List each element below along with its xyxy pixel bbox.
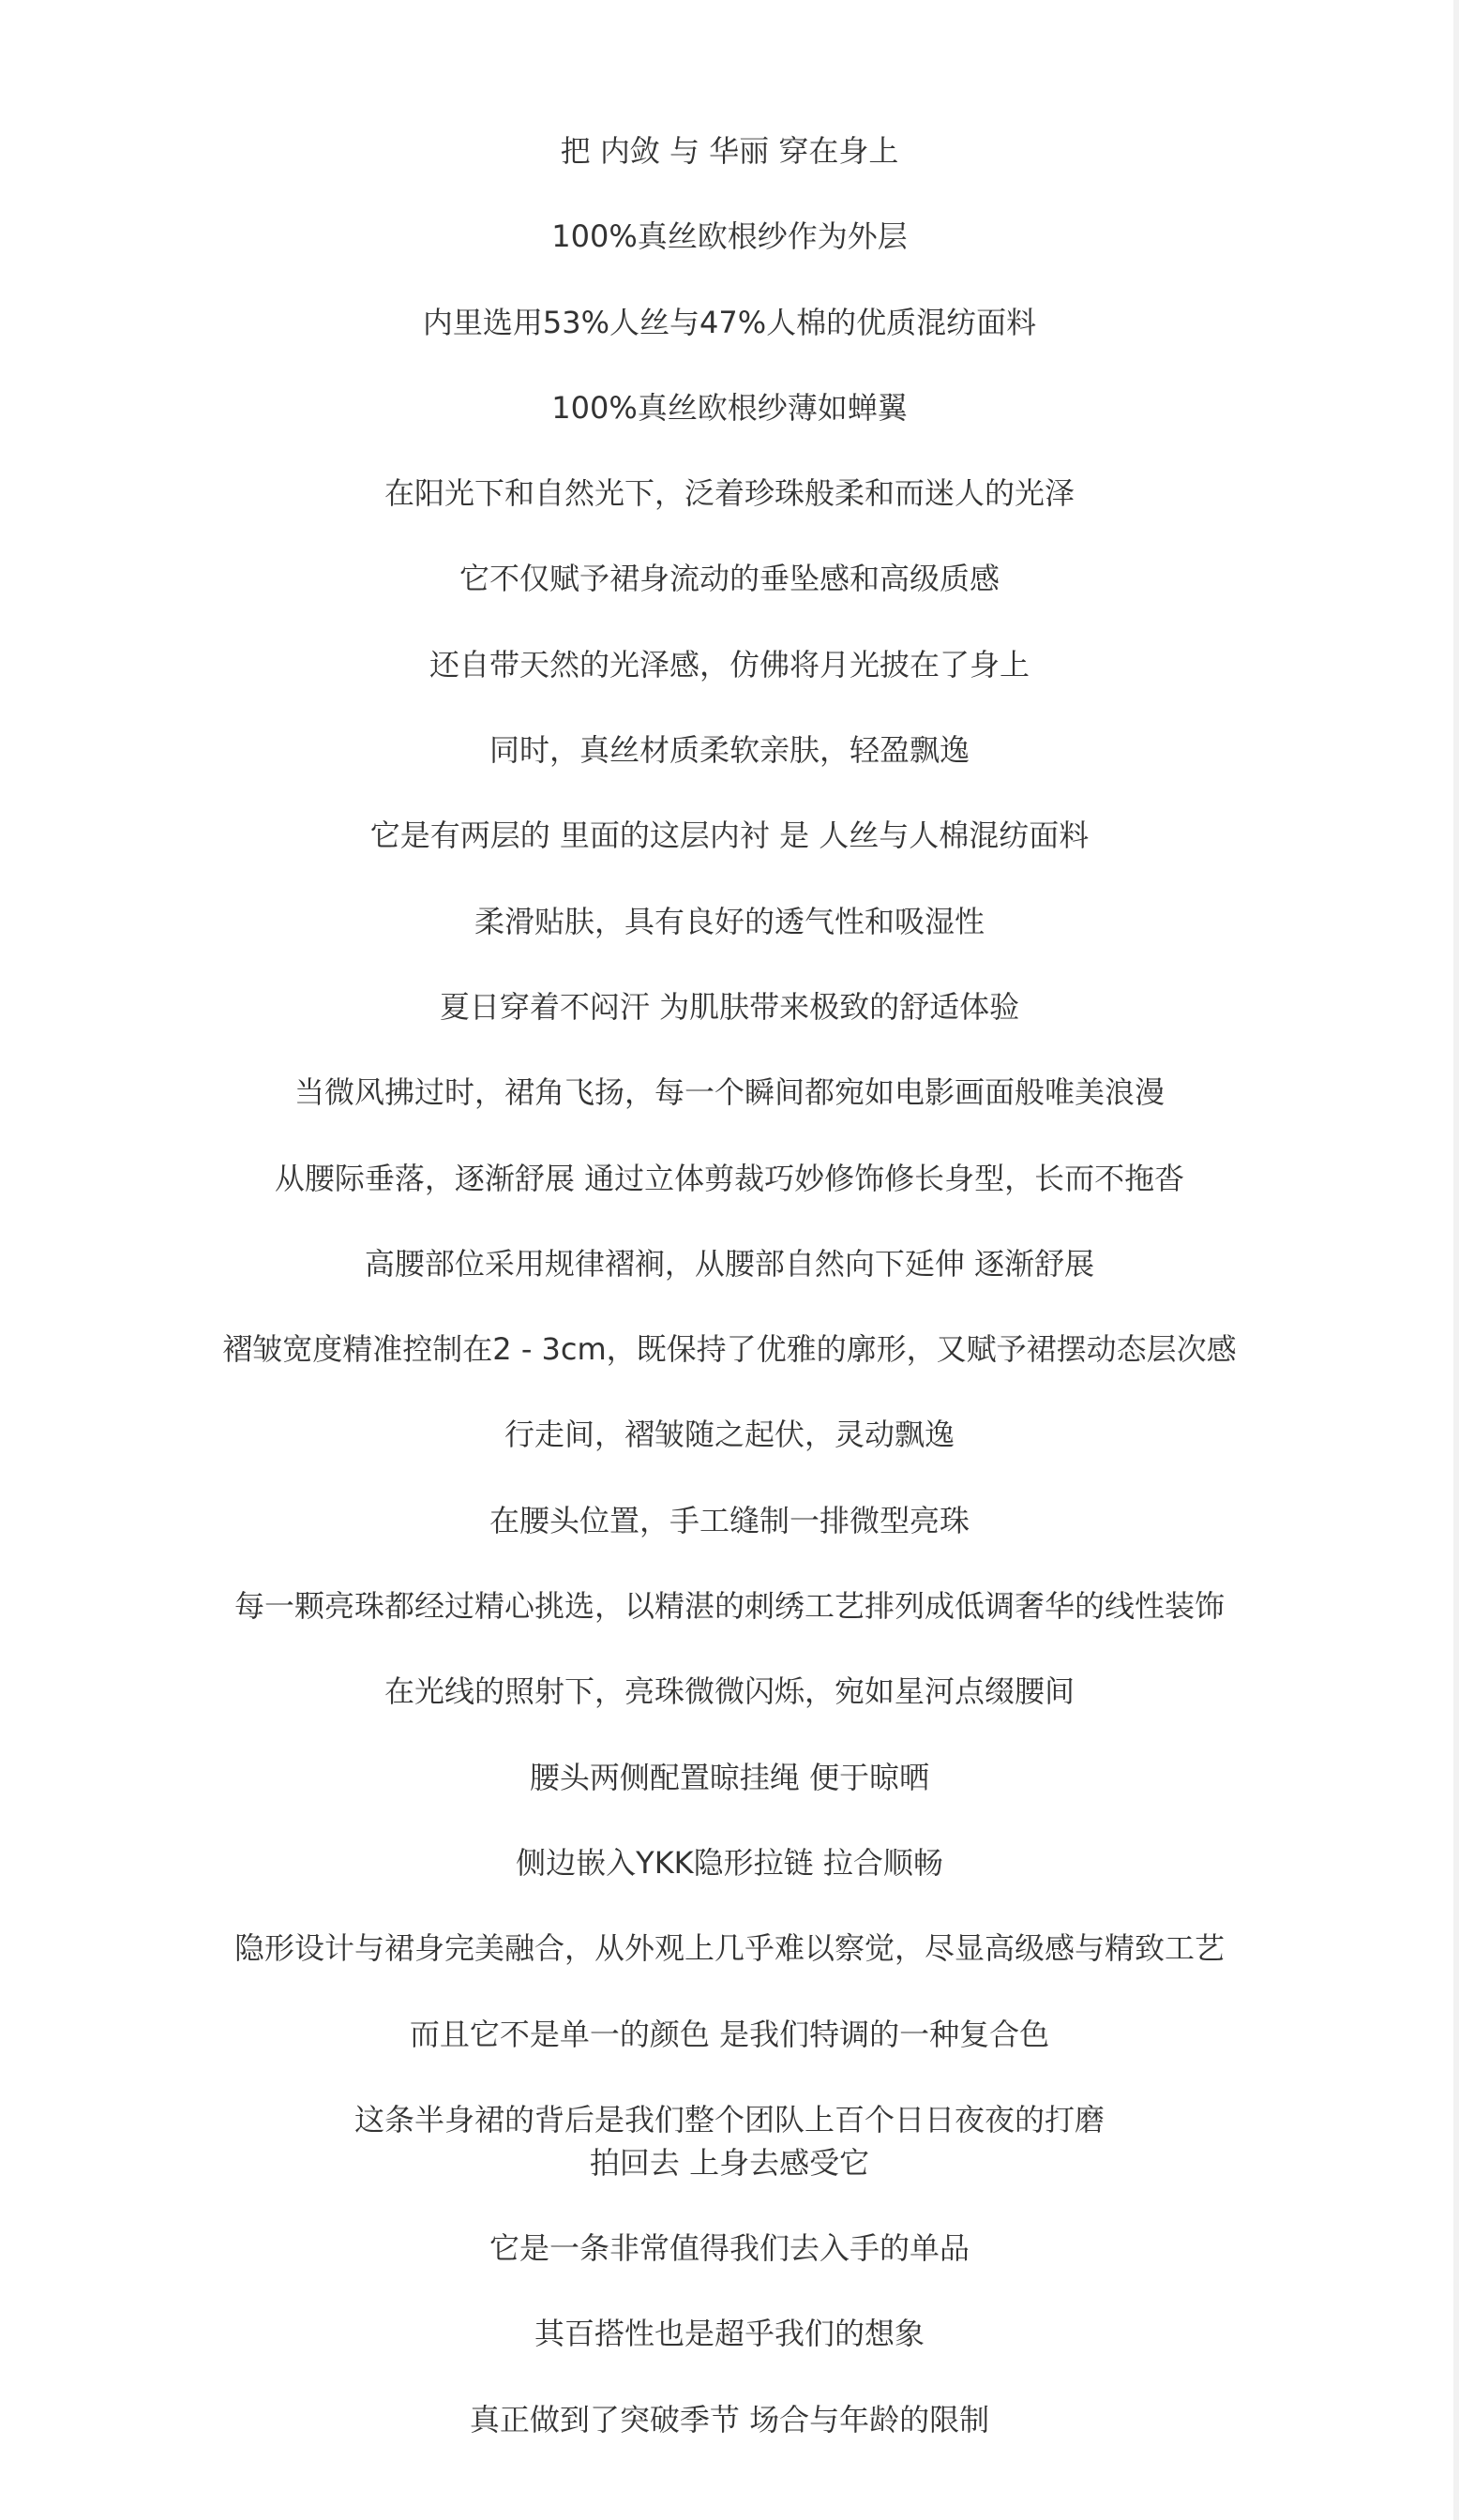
text-line: 当微风拂过时，裙角飞扬，每一个瞬间都宛如电影画面般唯美浪漫 xyxy=(293,1074,1165,1111)
text-line: 在腰头位置，手工缝制一排微型亮珠 xyxy=(489,1502,970,1538)
text-line: 还自带天然的光泽感，仿佛将月光披在了身上 xyxy=(429,646,1030,682)
text-line: 内里选用53%人丝与47%人棉的优质混纺面料 xyxy=(422,304,1037,340)
text-line: 其百搭性也是超乎我们的想象 xyxy=(534,2316,925,2352)
text-line: 100%真丝欧根纱薄如蝉翼 xyxy=(551,389,908,426)
text-line: 把 内敛 与 华丽 穿在身上 xyxy=(560,133,899,169)
text-line-part: 这条半身裙的背后是我们整个团队上百个日日夜夜的打磨 xyxy=(353,2101,1105,2138)
text-line: 100%真丝欧根纱作为外层 xyxy=(551,218,908,255)
text-line: 每一颗亮珠都经过精心挑选，以精湛的刺绣工艺排列成低调奢华的线性装饰 xyxy=(233,1588,1225,1625)
text-line: 褶皱宽度精准控制在2 - 3cm，既保持了优雅的廓形，又赋予裙摆动态层次感 xyxy=(222,1331,1237,1368)
text-line: 夏日穿着不闷汗 为肌肤带来极致的舒适体验 xyxy=(439,988,1020,1025)
text-line-part: 拍回去 上身去感受它 xyxy=(589,2144,870,2181)
text-line: 高腰部位采用规律褶裥，从腰部自然向下延伸 逐渐舒展 xyxy=(364,1245,1095,1282)
text-line: 在阳光下和自然光下，泛着珍珠般柔和而迷人的光泽 xyxy=(384,475,1075,512)
text-line: 在光线的照射下，亮珠微微闪烁，宛如星河点缀腰间 xyxy=(384,1673,1075,1710)
text-line: 真正做到了突破季节 场合与年龄的限制 xyxy=(469,2401,990,2438)
text-line: 同时，真丝材质柔软亲肤，轻盈飘逸 xyxy=(489,732,970,769)
text-line: 它是有两层的 里面的这层内衬 是 人丝与人棉混纺面料 xyxy=(369,818,1090,854)
text-line: 柔滑贴肤，具有良好的透气性和吸湿性 xyxy=(474,903,985,939)
text-line: 隐形设计与裙身完美融合，从外观上几乎难以察觉，尽显高级感与精致工艺 xyxy=(233,1930,1225,1967)
text-line: 从腰际垂落，逐渐舒展 通过立体剪裁巧妙修饰修长身型，长而不拖沓 xyxy=(274,1160,1185,1196)
text-line: 它不仅赋予裙身流动的垂坠感和高级质感 xyxy=(459,561,1000,597)
text-line xyxy=(0,2098,1459,2184)
text-line: 腰头两侧配置晾挂绳 便于晾晒 xyxy=(529,1759,930,1795)
text-lines xyxy=(0,129,1459,2483)
text-line: 侧边嵌入YKK隐形拉链 拉合顺畅 xyxy=(516,1844,943,1881)
page-edge xyxy=(1453,0,1459,2520)
text-line: 行走间，褶皱随之起伏，灵动飘逸 xyxy=(504,1417,955,1453)
text-line: 它是一条非常值得我们去入手的单品 xyxy=(489,2230,970,2267)
text-line: 而且它不是单一的颜色 是我们特调的一种复合色 xyxy=(409,2016,1050,2052)
